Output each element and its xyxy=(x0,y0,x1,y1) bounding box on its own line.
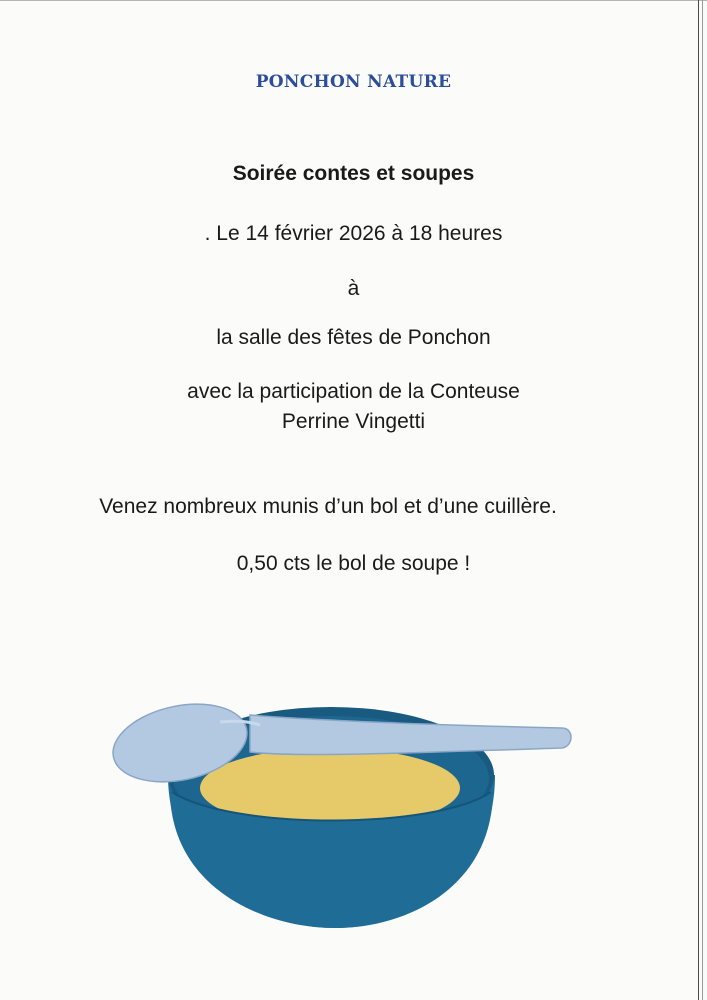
organization-name: PONCHON NATURE xyxy=(255,72,452,92)
scan-right-edge xyxy=(698,0,699,1000)
scan-right-edge-shadow xyxy=(702,0,703,1000)
event-venue: la salle des fêtes de Ponchon xyxy=(216,326,491,349)
participation-line: avec la participation de la Conteuse xyxy=(187,380,520,403)
soup-bowl-with-spoon-icon xyxy=(100,680,580,930)
price-text: 0,50 cts le bol de soupe ! xyxy=(236,552,471,575)
scan-top-edge xyxy=(0,0,707,1)
invitation-text: Venez nombreux munis d’un bol et d’une cuillère. xyxy=(99,495,557,518)
event-title: Soirée contes et soupes xyxy=(232,162,475,185)
location-preposition: à xyxy=(347,277,360,300)
storyteller-name: Perrine Vingetti xyxy=(281,410,426,433)
event-date: . Le 14 février 2026 à 18 heures xyxy=(204,222,503,245)
